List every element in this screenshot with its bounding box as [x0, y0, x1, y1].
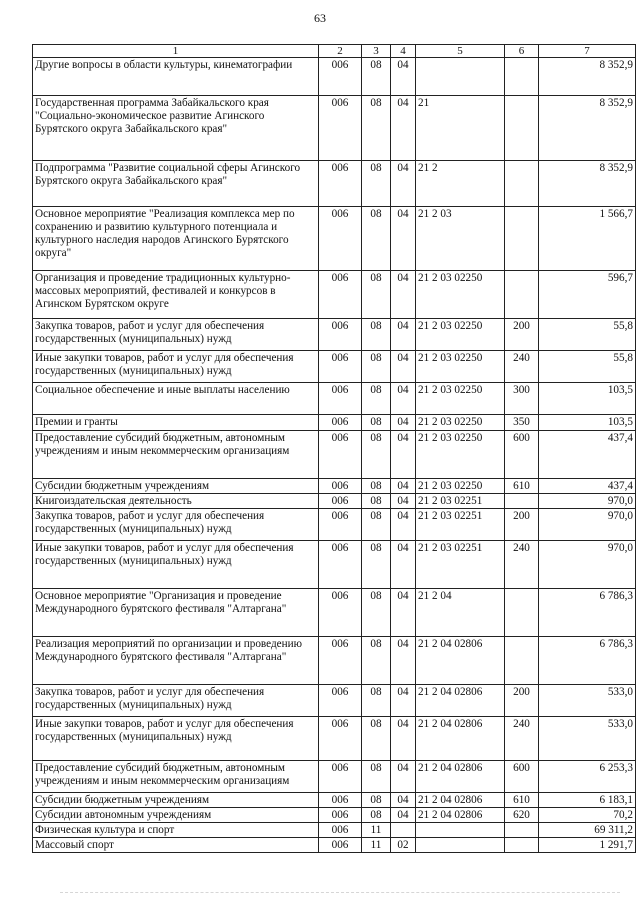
row-rz: 08 [362, 761, 391, 793]
row-rz: 08 [362, 161, 391, 207]
table-row [33, 319, 636, 351]
table-row [33, 161, 636, 207]
header-col-2: 2 [319, 45, 362, 58]
header-col-5: 5 [416, 45, 505, 58]
row-pr: 04 [391, 509, 416, 541]
row-csr: 21 2 03 02250 [416, 271, 505, 319]
row-name: Субсидии бюджетным учреждениям [33, 479, 319, 494]
row-rz: 08 [362, 319, 391, 351]
row-pr: 04 [391, 637, 416, 685]
row-vr: 200 [505, 685, 539, 717]
table-row [33, 96, 636, 161]
row-csr: 21 2 03 02250 [416, 431, 505, 479]
row-rz: 08 [362, 271, 391, 319]
row-sum: 6 253,3 [539, 761, 636, 793]
row-sum: 69 311,2 [539, 823, 636, 838]
row-rz: 08 [362, 58, 391, 96]
row-rz: 11 [362, 838, 391, 853]
row-sum: 6 183,1 [539, 793, 636, 808]
row-ved: 006 [319, 161, 362, 207]
row-pr: 04 [391, 415, 416, 431]
row-sum: 970,0 [539, 509, 636, 541]
row-rz: 08 [362, 431, 391, 479]
row-csr: 21 2 04 02806 [416, 761, 505, 793]
table-row [33, 541, 636, 589]
row-pr: 04 [391, 541, 416, 589]
row-vr: 350 [505, 415, 539, 431]
row-ved: 006 [319, 319, 362, 351]
row-vr [505, 494, 539, 509]
row-csr: 21 2 04 02806 [416, 808, 505, 823]
row-ved: 006 [319, 96, 362, 161]
row-name: Закупка товаров, работ и услуг для обеспечения государственных (муниципальных) нужд [33, 509, 319, 541]
row-sum: 437,4 [539, 431, 636, 479]
header-col-1: 1 [33, 45, 319, 58]
row-csr: 21 2 03 02250 [416, 351, 505, 383]
row-ved: 006 [319, 494, 362, 509]
row-csr: 21 2 03 02250 [416, 479, 505, 494]
row-vr [505, 838, 539, 853]
row-pr: 04 [391, 271, 416, 319]
row-sum: 1 566,7 [539, 207, 636, 271]
row-pr: 04 [391, 207, 416, 271]
row-vr: 600 [505, 431, 539, 479]
row-name: Иные закупки товаров, работ и услуг для обеспечения государственных (муниципальных) нужд [33, 541, 319, 589]
table-row [33, 808, 636, 823]
row-vr: 240 [505, 717, 539, 761]
table-row [33, 383, 636, 415]
row-csr [416, 823, 505, 838]
row-vr [505, 96, 539, 161]
row-pr: 04 [391, 383, 416, 415]
row-csr [416, 58, 505, 96]
scan-edge-marks [60, 892, 620, 894]
row-pr: 04 [391, 319, 416, 351]
row-sum: 1 291,7 [539, 838, 636, 853]
row-vr [505, 161, 539, 207]
row-name: Реализация мероприятий по организации и проведению Международного бурятского фестиваля "Алтаргана" [33, 637, 319, 685]
row-ved: 006 [319, 685, 362, 717]
row-ved: 006 [319, 823, 362, 838]
table-row [33, 838, 636, 853]
row-ved: 006 [319, 637, 362, 685]
row-rz: 11 [362, 823, 391, 838]
row-sum: 533,0 [539, 717, 636, 761]
row-pr: 04 [391, 494, 416, 509]
row-pr: 04 [391, 96, 416, 161]
row-sum: 6 786,3 [539, 589, 636, 637]
row-vr [505, 823, 539, 838]
table-row [33, 685, 636, 717]
row-rz: 08 [362, 793, 391, 808]
row-csr: 21 2 03 02251 [416, 494, 505, 509]
row-pr: 04 [391, 589, 416, 637]
row-csr: 21 2 04 02806 [416, 637, 505, 685]
table-row [33, 271, 636, 319]
row-pr: 04 [391, 161, 416, 207]
row-csr: 21 2 [416, 161, 505, 207]
row-vr: 240 [505, 351, 539, 383]
row-csr: 21 2 04 02806 [416, 685, 505, 717]
row-name: Основное мероприятие "Реализация комплекса мер по сохранению и развитию культурного потенциала и культурного наследия народов Агинского Бурятского округа" [33, 207, 319, 271]
row-vr [505, 207, 539, 271]
row-name: Массовый спорт [33, 838, 319, 853]
table-row [33, 589, 636, 637]
table-row [33, 761, 636, 793]
row-vr: 200 [505, 319, 539, 351]
row-ved: 006 [319, 509, 362, 541]
budget-table [32, 44, 636, 853]
row-rz: 08 [362, 637, 391, 685]
row-rz: 08 [362, 207, 391, 271]
row-csr: 21 2 04 02806 [416, 717, 505, 761]
row-vr: 620 [505, 808, 539, 823]
row-name: Организация и проведение традиционных культурно-массовых мероприятий, фестивалей и конкурсов в Агинском Бурятском округе [33, 271, 319, 319]
row-sum: 103,5 [539, 383, 636, 415]
row-csr: 21 2 04 02806 [416, 793, 505, 808]
row-name: Иные закупки товаров, работ и услуг для обеспечения государственных (муниципальных) нужд [33, 351, 319, 383]
table-row [33, 207, 636, 271]
page-number: 63 [314, 11, 326, 25]
header-col-6: 6 [505, 45, 539, 58]
row-ved: 006 [319, 793, 362, 808]
row-csr: 21 [416, 96, 505, 161]
row-ved: 006 [319, 415, 362, 431]
row-name: Закупка товаров, работ и услуг для обеспечения государственных (муниципальных) нужд [33, 685, 319, 717]
row-rz: 08 [362, 415, 391, 431]
row-pr: 04 [391, 793, 416, 808]
row-pr: 04 [391, 431, 416, 479]
row-vr: 610 [505, 793, 539, 808]
row-vr [505, 589, 539, 637]
row-sum: 970,0 [539, 494, 636, 509]
row-csr: 21 2 03 02250 [416, 383, 505, 415]
row-ved: 006 [319, 838, 362, 853]
row-rz: 08 [362, 589, 391, 637]
row-rz: 08 [362, 494, 391, 509]
row-pr: 04 [391, 717, 416, 761]
row-name: Предоставление субсидий бюджетным, автономным учреждениям и иным некоммерческим организациям [33, 761, 319, 793]
row-ved: 006 [319, 271, 362, 319]
row-csr: 21 2 03 02250 [416, 319, 505, 351]
row-name: Субсидии автономным учреждениям [33, 808, 319, 823]
table-row [33, 479, 636, 494]
table-row [33, 509, 636, 541]
row-sum: 103,5 [539, 415, 636, 431]
row-pr: 04 [391, 761, 416, 793]
table-row [33, 793, 636, 808]
row-pr: 04 [391, 351, 416, 383]
row-sum: 55,8 [539, 319, 636, 351]
row-ved: 006 [319, 479, 362, 494]
row-name: Субсидии бюджетным учреждениям [33, 793, 319, 808]
row-name: Социальное обеспечение и иные выплаты населению [33, 383, 319, 415]
table-header-row [33, 45, 636, 58]
row-csr: 21 2 03 02250 [416, 415, 505, 431]
row-vr: 300 [505, 383, 539, 415]
table-row [33, 494, 636, 509]
table-row [33, 823, 636, 838]
row-vr: 610 [505, 479, 539, 494]
row-vr: 600 [505, 761, 539, 793]
row-ved: 006 [319, 717, 362, 761]
row-vr [505, 271, 539, 319]
row-csr: 21 2 03 [416, 207, 505, 271]
row-csr [416, 838, 505, 853]
row-rz: 08 [362, 685, 391, 717]
row-name: Книгоиздательская деятельность [33, 494, 319, 509]
row-ved: 006 [319, 761, 362, 793]
row-csr: 21 2 03 02251 [416, 509, 505, 541]
row-name: Предоставление субсидий бюджетным, автономным учреждениям и иным некоммерческим организациям [33, 431, 319, 479]
row-vr: 240 [505, 541, 539, 589]
row-sum: 6 786,3 [539, 637, 636, 685]
row-ved: 006 [319, 431, 362, 479]
row-name: Другие вопросы в области культуры, кинематографии [33, 58, 319, 96]
row-rz: 08 [362, 509, 391, 541]
row-rz: 08 [362, 808, 391, 823]
row-pr: 04 [391, 58, 416, 96]
row-ved: 006 [319, 58, 362, 96]
row-ved: 006 [319, 589, 362, 637]
row-ved: 006 [319, 808, 362, 823]
row-rz: 08 [362, 541, 391, 589]
row-sum: 8 352,9 [539, 58, 636, 96]
row-rz: 08 [362, 717, 391, 761]
row-pr: 04 [391, 685, 416, 717]
table-row [33, 58, 636, 96]
row-ved: 006 [319, 207, 362, 271]
row-name: Физическая культура и спорт [33, 823, 319, 838]
row-ved: 006 [319, 383, 362, 415]
row-name: Подпрограмма "Развитие социальной сферы Агинского Бурятского округа Забайкальского края" [33, 161, 319, 207]
row-sum: 55,8 [539, 351, 636, 383]
row-vr [505, 637, 539, 685]
row-ved: 006 [319, 541, 362, 589]
row-rz: 08 [362, 96, 391, 161]
row-csr: 21 2 04 [416, 589, 505, 637]
header-col-4: 4 [391, 45, 416, 58]
row-name: Основное мероприятие "Организация и проведение Международного бурятского фестиваля "Алтаргана" [33, 589, 319, 637]
row-ved: 006 [319, 351, 362, 383]
row-sum: 8 352,9 [539, 96, 636, 161]
row-vr [505, 58, 539, 96]
header-col-7: 7 [539, 45, 636, 58]
row-csr: 21 2 03 02251 [416, 541, 505, 589]
table-row [33, 351, 636, 383]
row-vr: 200 [505, 509, 539, 541]
table-row [33, 637, 636, 685]
row-sum: 596,7 [539, 271, 636, 319]
row-name: Премии и гранты [33, 415, 319, 431]
header-col-3: 3 [362, 45, 391, 58]
row-pr: 04 [391, 808, 416, 823]
row-pr: 02 [391, 838, 416, 853]
table-row [33, 415, 636, 431]
row-sum: 8 352,9 [539, 161, 636, 207]
row-sum: 437,4 [539, 479, 636, 494]
row-pr [391, 823, 416, 838]
row-rz: 08 [362, 479, 391, 494]
row-sum: 70,2 [539, 808, 636, 823]
row-sum: 970,0 [539, 541, 636, 589]
row-sum: 533,0 [539, 685, 636, 717]
row-pr: 04 [391, 479, 416, 494]
row-name: Закупка товаров, работ и услуг для обеспечения государственных (муниципальных) нужд [33, 319, 319, 351]
row-name: Государственная программа Забайкальского края "Социально-экономическое развитие Агинского Бурятского округа Забайкальского края" [33, 96, 319, 161]
table-row [33, 431, 636, 479]
row-name: Иные закупки товаров, работ и услуг для обеспечения государственных (муниципальных) нужд [33, 717, 319, 761]
row-rz: 08 [362, 383, 391, 415]
row-rz: 08 [362, 351, 391, 383]
table-row [33, 717, 636, 761]
